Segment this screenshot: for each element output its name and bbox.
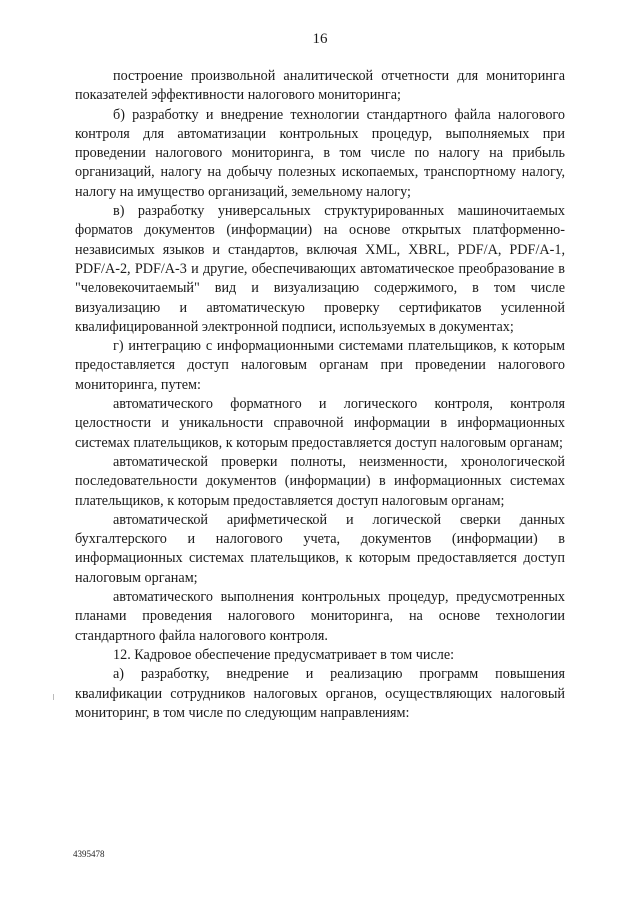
document-body: [75, 67, 565, 723]
paragraph-12-staffing: 12. Кадровое обеспечение предусматривает в том числе:: [113, 646, 455, 663]
paragraph-v-formats: в) разработку универсальных структурированных машиночитаемых форматов документов (информации) на основе открытых платформенно-независимых языков и стандартов, включая XML, XBRL, PDF/A, PDF/A-1, PDF/A-2, PDF/A-3 и другие, обеспечивающих автоматическое преобразование в "человекочитаемый" вид и визуализацию содержимого, в том числе визуализацию и автоматическую проверку сертификатов усиленной квалифицированной электронной подписи, используемых в документах;: [75, 203, 565, 335]
paragraph-arithmetic-reconciliation: автоматической арифметической и логической сверки данных бухгалтерского и налогового учета, документов (информации) в информационных системах плательщиков, к которым предоставляется доступ налоговым органам;: [75, 511, 565, 586]
paragraph-control-procedures: автоматического выполнения контрольных процедур, предусмотренных планами проведения налогового мониторинга, на основе технологии стандартного файла налогового контроля.: [75, 589, 565, 644]
paragraph-a-training: а) разработку, внедрение и реализацию программ повышения квалификации сотрудников налоговых органов, осуществляющих налоговый мониторинг, в том числе по следующим направлениям:: [75, 666, 565, 721]
page-number: 16: [312, 31, 328, 47]
paragraph-b-standard-file: б) разработку и внедрение технологии стандартного файла налогового контроля для автоматизации контрольных процедур, выполняемых при проведении налогового мониторинга, в том числе по налогу на прибыль организаций, налогу на добычу полезных ископаемых, транспортному налогу, налогу на имущество организаций, земельному налогу;: [75, 106, 565, 200]
paragraph-analytics: построение произвольной аналитической отчетности для мониторинга показателей эффективности налогового мониторинга;: [75, 68, 565, 104]
paragraph-format-control: автоматического форматного и логического контроля, контроля целостности и уникальности справочной информации в информационных системах плательщиков, к которым предоставляется доступ налоговым органам;: [75, 396, 565, 451]
paragraph-completeness-check: автоматической проверки полноты, неизменности, хронологической последовательности документов (информации) в информационных системах плательщиков, к которым предоставляется доступ налоговым органам;: [75, 453, 565, 509]
document-code: 4395478: [73, 849, 105, 859]
margin-mark: [53, 694, 54, 700]
paragraph-g-integration: г) интеграцию с информационными системами плательщиков, к которым предоставляется доступ налоговым органам при проведении налогового мониторинга, путем:: [75, 338, 565, 393]
